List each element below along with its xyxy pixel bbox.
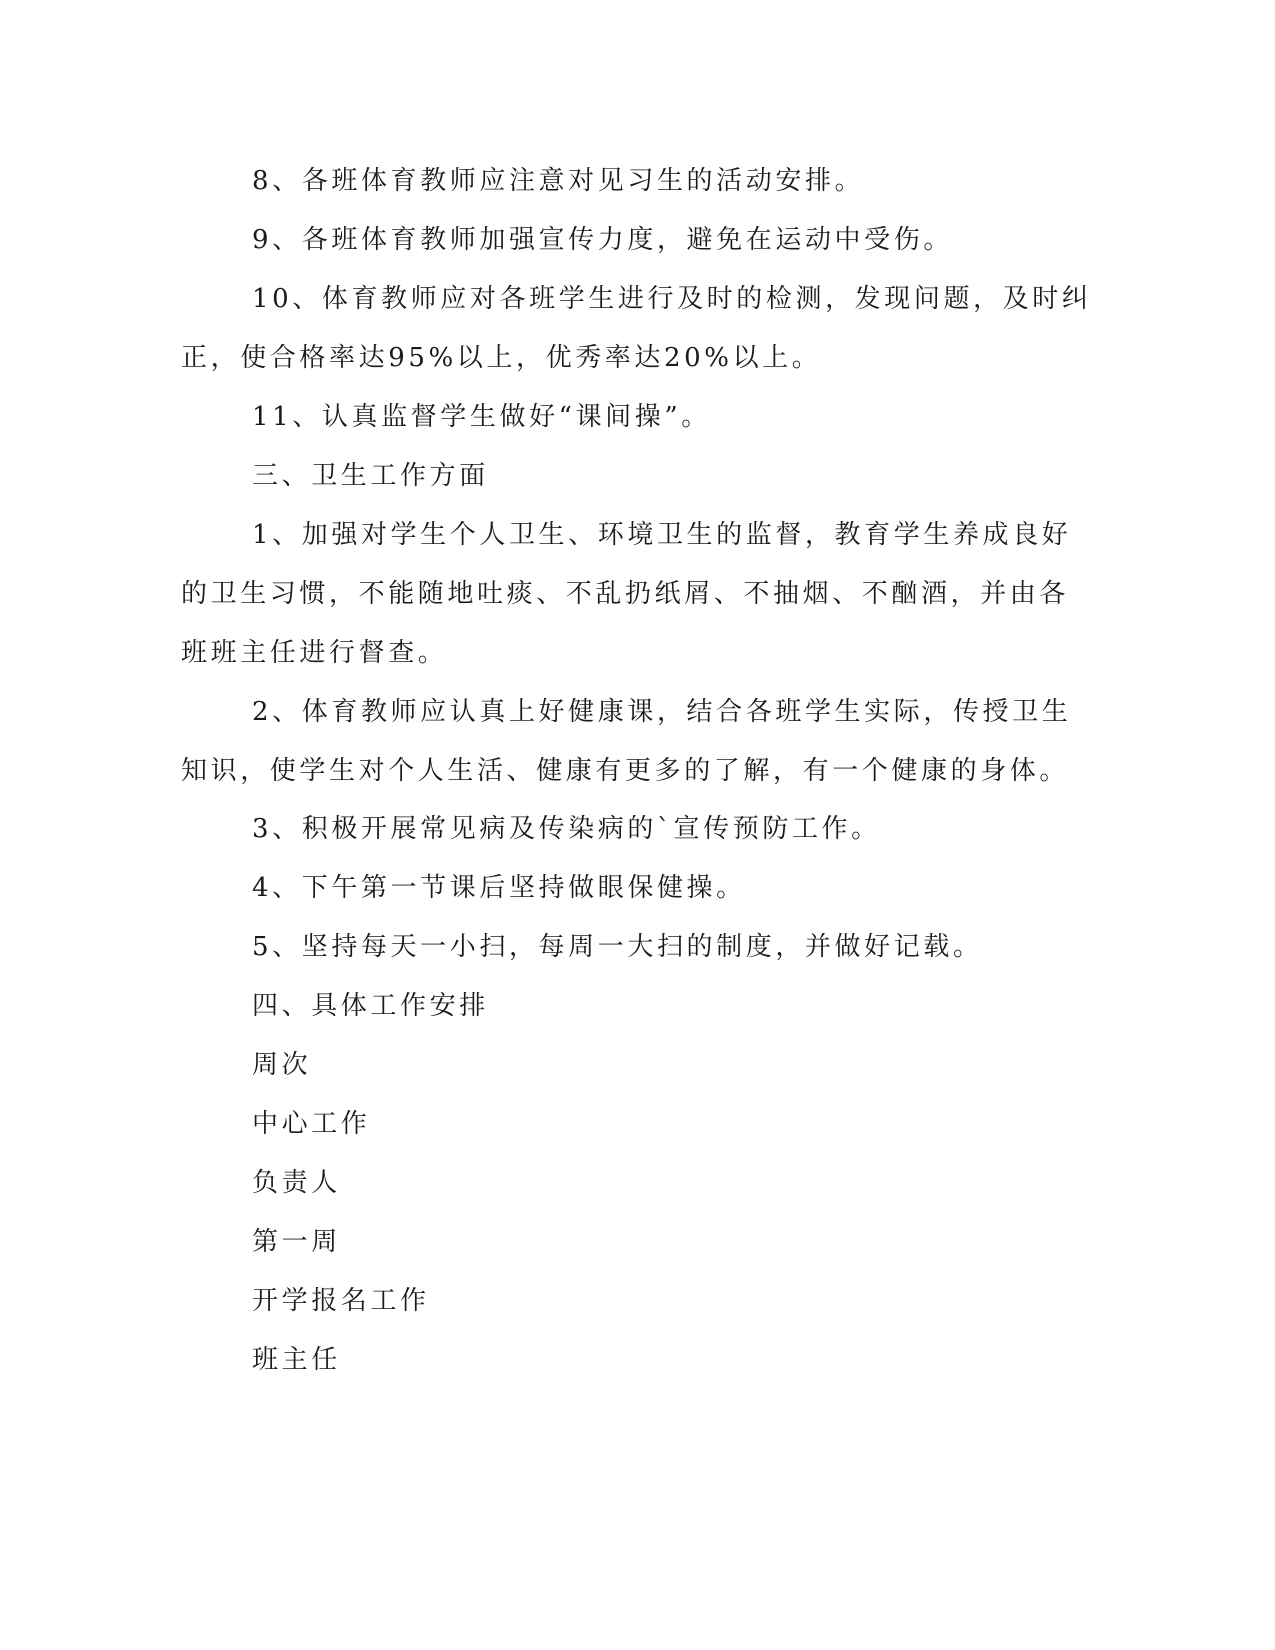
- table-header-week: 周次: [252, 1050, 312, 1080]
- table-cell-week-1: 第一周: [252, 1227, 341, 1257]
- section-heading-hygiene: 三、卫生工作方面: [252, 461, 489, 491]
- paragraph-hygiene-5: 5、坚持每天一小扫，每周一大扫的制度，并做好记载。: [252, 932, 983, 962]
- paragraph-hygiene-3: 3、积极开展常见病及传染病的`宣传预防工作。: [252, 814, 881, 844]
- table-cell-registration-work: 开学报名工作: [252, 1286, 430, 1316]
- section-heading-schedule: 四、具体工作安排: [252, 991, 489, 1021]
- table-header-main-work: 中心工作: [252, 1109, 371, 1139]
- paragraph-hygiene-4: 4、下午第一节课后坚持做眼保健操。: [252, 873, 746, 903]
- paragraph-hygiene-1-line-3: 班班主任进行督查。: [181, 638, 448, 668]
- table-cell-head-teacher: 班主任: [252, 1345, 341, 1375]
- paragraph-hygiene-1-line-2: 的卫生习惯，不能随地吐痰、不乱扔纸屑、不抽烟、不酗酒，并由各: [181, 579, 1070, 609]
- paragraph-item-10-line-1: 10、体育教师应对各班学生进行及时的检测，发现问题，及时纠: [252, 284, 1092, 314]
- table-header-person-in-charge: 负责人: [252, 1168, 341, 1198]
- paragraph-item-8: 8、各班体育教师应注意对见习生的活动安排。: [252, 166, 865, 196]
- paragraph-item-10-line-2: 正，使合格率达95%以上，优秀率达20%以上。: [181, 343, 822, 373]
- paragraph-hygiene-2-line-2: 知识，使学生对个人生活、健康有更多的了解，有一个健康的身体。: [181, 756, 1070, 786]
- paragraph-item-11: 11、认真监督学生做好“课间操”。: [252, 402, 711, 432]
- paragraph-hygiene-2-line-1: 2、体育教师应认真上好健康课，结合各班学生实际，传授卫生: [252, 697, 1072, 727]
- paragraph-hygiene-1-line-1: 1、加强对学生个人卫生、环境卫生的监督，教育学生养成良好: [252, 520, 1072, 550]
- paragraph-item-9: 9、各班体育教师加强宣传力度，避免在运动中受伤。: [252, 225, 953, 255]
